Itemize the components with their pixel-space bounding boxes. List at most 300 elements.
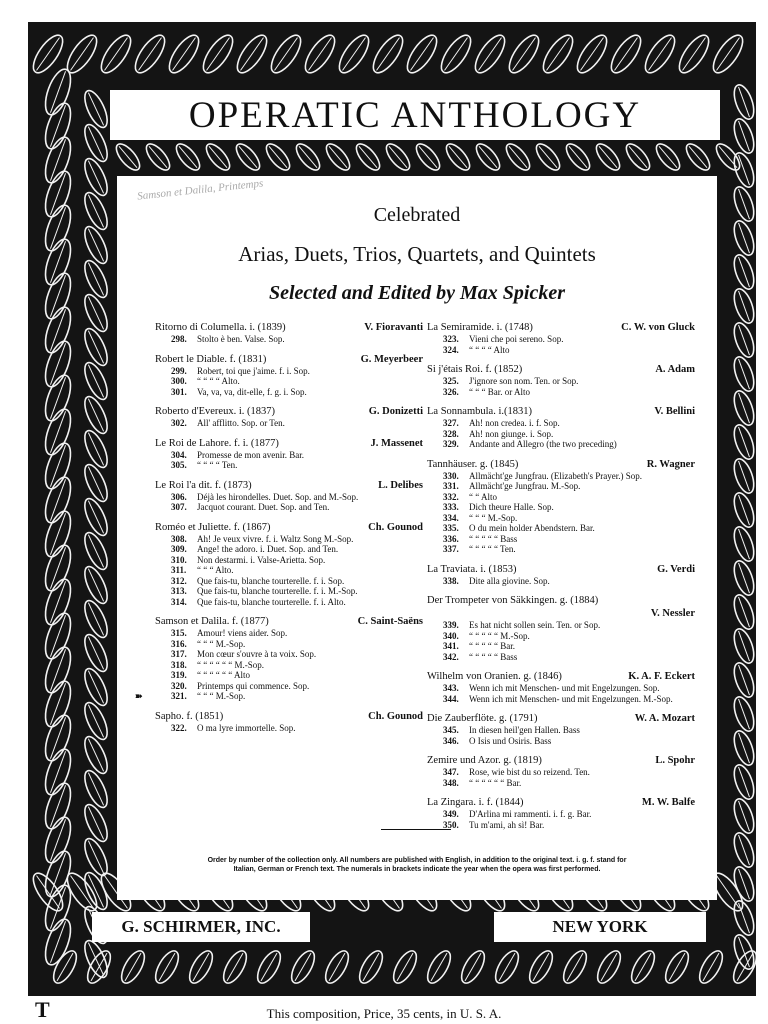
aria-title: Dich theure Halle. Sop. (469, 502, 554, 512)
aria-title: Allmächt'ge Jungfrau. (Elizabeth's Prayer.) Sop. (469, 470, 642, 481)
leaf-vein (88, 229, 103, 262)
price-line: This composition, Price, 35 cents, in U. S. A. (266, 1006, 502, 1021)
leaf-shape (730, 626, 756, 665)
aria-number: 329. (443, 439, 459, 449)
aria-item (427, 544, 695, 555)
pointer-arrow-icon: ➽ (135, 691, 143, 701)
leaf-vein (513, 38, 536, 71)
leaf-vein (88, 195, 103, 228)
leaf-shape (730, 320, 756, 359)
opera-heading (427, 594, 695, 607)
aria-number: 340. (443, 630, 459, 641)
aria-number: 343. (443, 683, 459, 693)
aria-number: 331. (443, 481, 459, 491)
aria-number: 304. (171, 449, 187, 460)
leaf-vein (88, 433, 103, 466)
aria-title: Wenn ich mit Menschen- und mit Engelzungen. Sop. (469, 683, 660, 693)
opera-entry (427, 712, 695, 746)
aria-number: 342. (443, 651, 459, 662)
opera-heading (155, 615, 423, 628)
leaf-vein (343, 38, 366, 71)
opera-heading (427, 563, 695, 576)
leaf-vein (88, 467, 103, 500)
leaf-vein (569, 146, 587, 167)
aria-number: 349. (443, 809, 459, 819)
aria-title: “ “ “ Alto. (197, 565, 234, 575)
aria-item (155, 366, 423, 377)
aria-item (155, 502, 423, 513)
composer-name: R. Wagner (646, 458, 695, 470)
leaf-shape (730, 184, 756, 223)
leaf-shape (730, 354, 756, 393)
leaf-vein (269, 146, 287, 167)
aria-title: “ “ “ “ “ “ Bar. (469, 777, 522, 788)
aria-number: 300. (171, 376, 187, 386)
opera-title: Der Trompeter von Säkkingen. g. (1884) (427, 595, 599, 606)
leaf-vein (445, 38, 468, 71)
leaf-vein (411, 38, 434, 71)
opera-entry (427, 796, 695, 830)
leaf-vein (88, 603, 103, 636)
aria-title: “ “ “ “ “ M.-Sop. (469, 630, 530, 641)
leaf-vein (465, 953, 481, 981)
aria-item (427, 334, 695, 345)
aria-item (427, 513, 695, 524)
aria-title: Wenn ich mit Menschen- und mit Engelzungen. M.-Sop. (469, 693, 673, 704)
aria-number: 306. (171, 491, 187, 502)
leaf-shape (730, 830, 756, 869)
aria-title: Rose, wie bist du so reizend. Ten. (469, 767, 590, 777)
aria-number: 332. (443, 491, 459, 502)
aria-title: D'Arlina mi rammenti. i. f. g. Bar. (469, 809, 592, 819)
aria-number: 318. (171, 659, 187, 670)
aria-number: 308. (171, 533, 187, 544)
leaf-shape (730, 116, 756, 155)
aria-item (427, 418, 695, 429)
aria-title: Amour! viens aider. Sop. (197, 628, 288, 638)
composer-name: M. W. Balfe (641, 797, 695, 808)
aria-number: 337. (443, 544, 459, 554)
leaf-vein (139, 38, 162, 71)
composer-name: G. Verdi (657, 563, 695, 575)
leaf-vein (88, 569, 103, 602)
aria-item (155, 460, 423, 471)
leaf-vein (88, 331, 103, 364)
opera-entry (427, 670, 695, 704)
opera-entry (427, 405, 695, 450)
opera-entry (427, 563, 695, 587)
opera-title: Samson et Dalila. f. (1877) (155, 616, 269, 627)
aria-title: Jacquot courant. Duet. Sop. and Ten. (197, 502, 330, 512)
opera-heading (155, 321, 423, 334)
aria-item (155, 544, 423, 555)
aria-number: 326. (443, 386, 459, 397)
leaf-shape (730, 252, 756, 291)
opera-title: La Zingara. i. f. (1844) (427, 797, 524, 808)
aria-item (427, 534, 695, 545)
leaf-vein (599, 146, 617, 167)
opera-heading (427, 405, 695, 418)
aria-number: 299. (171, 365, 187, 376)
leaf-shape (730, 796, 756, 835)
leaf-vein (193, 953, 209, 981)
aria-title: “ “ “ “ “ “ Alto (197, 670, 250, 680)
leaf-vein (567, 953, 583, 981)
leaf-vein (179, 146, 197, 167)
aria-number: 302. (171, 418, 187, 428)
aria-number: 314. (171, 596, 187, 607)
aria-title: O Isis und Osiris. Bass (469, 735, 552, 746)
opera-heading (427, 458, 695, 471)
leaf-shape (730, 558, 756, 597)
leaf-vein (329, 146, 347, 167)
leaf-shape (730, 456, 756, 495)
aria-item (155, 565, 423, 576)
aria-item (155, 418, 423, 429)
composer-name: K. A. F. Eckert (628, 671, 695, 682)
leaf-vein (88, 501, 103, 534)
opera-entry (155, 521, 423, 608)
leaf-vein (88, 671, 103, 704)
aria-number: 305. (171, 460, 187, 470)
leaf-vein (649, 38, 672, 71)
aria-item (427, 631, 695, 642)
leaf-vein (601, 953, 617, 981)
aria-item (427, 502, 695, 513)
leaf-vein (389, 146, 407, 167)
aria-number: 307. (171, 502, 187, 512)
aria-number: 341. (443, 641, 459, 651)
aria-item (155, 534, 423, 545)
aria-item (427, 725, 695, 736)
aria-item (427, 809, 695, 820)
aria-item (155, 586, 423, 597)
aria-number: 328. (443, 428, 459, 439)
aria-title: O ma lyre immortelle. Sop. (197, 722, 296, 733)
opera-entry (427, 363, 695, 397)
aria-number: 344. (443, 693, 459, 704)
subtitle-forms: Arias, Duets, Trios, Quartets, and Quintets (238, 242, 596, 266)
opera-title: Le Roi l'a dit. f. (1873) (155, 479, 252, 491)
aria-item (427, 387, 695, 398)
aria-title: “ “ “ “ “ Bass (469, 533, 518, 544)
leaf-vein (88, 773, 103, 806)
aria-number: 323. (443, 334, 459, 344)
leaf-vein (125, 953, 141, 981)
composer-name: Ch. Gounod (368, 521, 423, 533)
aria-number: 350. (443, 819, 459, 830)
aria-title: Que fais-tu, blanche tourterelle. f. i. M.-Sop. (197, 586, 358, 596)
composer-name: G. Donizetti (368, 406, 423, 417)
opera-heading (427, 796, 695, 809)
aria-item (427, 429, 695, 440)
leaf-shape (730, 592, 756, 631)
leaf-vein (88, 841, 103, 874)
leaf-vein (533, 953, 549, 981)
composer-name: V. Bellini (654, 406, 695, 417)
aria-item (155, 660, 423, 671)
opera-title: Tannhäuser. g. (1845) (427, 458, 519, 470)
leaf-vein (635, 953, 651, 981)
leaf-vein (431, 953, 447, 981)
leaf-shape (730, 660, 756, 699)
opera-title: La Semiramide. i. (1748) (427, 322, 533, 333)
aria-number: 321. (171, 691, 187, 701)
aria-item (155, 681, 423, 692)
opera-title: Zemire und Azor. g. (1819) (427, 755, 542, 766)
composer-name: Ch. Gounod (368, 710, 423, 722)
opera-heading (427, 670, 695, 683)
leaf-vein (683, 38, 706, 71)
aria-title: Dite alla giovine. Sop. (469, 575, 550, 586)
aria-number: 310. (171, 554, 187, 565)
aria-title: Que fais-tu, blanche tourterelle. f. i. Sop. (197, 575, 345, 586)
leaf-vein (539, 146, 557, 167)
aria-item (135, 691, 423, 702)
leaf-vein (241, 38, 264, 71)
opera-title: La Sonnambula. i.(1831) (427, 406, 532, 417)
footnote-line-2: Italian, German or French text. The numerals in brackets indicate the year when the opera was first performed. (233, 866, 601, 873)
leaf-vein (119, 146, 137, 167)
footnote-line-1: Order by number of the collection only. All numbers are published with English, in addition to the original text. i. g. f. stand for (207, 857, 627, 864)
aria-item (155, 670, 423, 681)
opera-entry (155, 437, 423, 471)
aria-title: Ah! non giunge. i. Sop. (469, 428, 554, 439)
aria-number: 346. (443, 735, 459, 746)
leaf-vein (88, 297, 103, 330)
aria-title: Allmächt'ge Jungfrau. M.-Sop. (469, 481, 581, 491)
content-panel (117, 176, 717, 900)
aria-number: 345. (443, 725, 459, 735)
aria-item (155, 576, 423, 587)
aria-number: 335. (443, 523, 459, 533)
opera-entry (135, 615, 423, 702)
city-label: NEW YORK (494, 912, 706, 942)
aria-number: 322. (171, 722, 187, 733)
leaf-shape (730, 218, 756, 257)
aria-title: Tu m'ami, ah sì! Bar. (469, 819, 545, 830)
composer-name: V. Fioravanti (364, 322, 423, 333)
leaf-vein (689, 146, 707, 167)
leaf-vein (299, 146, 317, 167)
aria-item (155, 376, 423, 387)
leaf-vein (88, 807, 103, 840)
leaf-vein (207, 38, 230, 71)
opera-entry (427, 594, 695, 662)
leaf-vein (363, 953, 379, 981)
leaf-vein (57, 953, 73, 981)
composer-name: J. Massenet (370, 437, 423, 449)
opera-title: La Traviata. i. (1853) (427, 563, 517, 575)
opera-heading (427, 712, 695, 725)
leaf-vein (71, 876, 94, 909)
leaf-vein (377, 38, 400, 71)
composer-name: W. A. Mozart (634, 713, 695, 724)
leaf-vein (88, 637, 103, 670)
aria-title: J'ignore son nom. Ten. or Sop. (469, 376, 579, 386)
aria-number: 339. (443, 620, 459, 630)
aria-item (427, 345, 695, 356)
opera-title: Ritorno di Columella. i. (1839) (155, 322, 286, 333)
opera-entry (155, 321, 423, 345)
aria-item (427, 820, 695, 831)
leaf-vein (703, 953, 719, 981)
aria-item (427, 376, 695, 387)
opera-heading (427, 363, 695, 376)
aria-item (427, 492, 695, 503)
leaf-vein (479, 38, 502, 71)
publisher-label: G. SCHIRMER, INC. (92, 912, 310, 942)
aria-number: 320. (171, 680, 187, 691)
leaf-vein (419, 146, 437, 167)
leaf-vein (275, 38, 298, 71)
title-band (110, 90, 720, 140)
aria-item (155, 555, 423, 566)
leaf-vein (449, 146, 467, 167)
aria-title: “ “ “ “ “ “ M.-Sop. (197, 659, 264, 670)
aria-item (427, 620, 695, 631)
composer-name: V. Nessler (650, 608, 695, 619)
aria-title: Non destarmi. i. Valse-Arietta. Sop. (197, 554, 326, 565)
leaf-vein (88, 263, 103, 296)
opera-entry (155, 479, 423, 513)
aria-item (427, 439, 695, 450)
page-title: OPERATIC ANTHOLOGY (188, 94, 642, 136)
leaf-vein (88, 399, 103, 432)
subtitle-editor: Selected and Edited by Max Spicker (268, 282, 566, 304)
aria-title: Stolto è ben. Valse. Sop. (197, 334, 285, 344)
aria-title: Promesse de mon avenir. Bar. (197, 449, 304, 460)
opera-heading (155, 710, 423, 723)
aria-title: Ange! the adoro. i. Duet. Sop. and Ten. (197, 544, 339, 554)
leaf-vein (88, 365, 103, 398)
aria-number: 338. (443, 575, 459, 586)
leaf-vein (239, 146, 257, 167)
leaf-shape (730, 388, 756, 427)
aria-number: 312. (171, 575, 187, 586)
aria-title: “ “ “ “ Ten. (197, 460, 238, 470)
aria-item (427, 523, 695, 534)
leaf-vein (71, 38, 94, 71)
aria-title: All' afflitto. Sop. or Ten. (197, 418, 285, 428)
aria-title: Robert, toi que j'aime. f. i. Sop. (197, 365, 310, 376)
aria-number: 316. (171, 638, 187, 649)
opera-title: Roméo et Juliette. f. (1867) (155, 521, 271, 533)
aria-title: Ah! Je veux vivre. f. i. Waltz Song M.-Sop. (197, 533, 354, 544)
aria-item (427, 778, 695, 789)
opera-heading (155, 405, 423, 418)
opera-title: Si j'étais Roi. f. (1852) (427, 364, 523, 375)
aria-item (155, 723, 423, 734)
leaf-vein (173, 38, 196, 71)
opera-title: Die Zauberflöte. g. (1791) (427, 713, 538, 724)
aria-number: 319. (171, 670, 187, 680)
aria-title: “ “ “ Bar. or Alto (469, 386, 530, 397)
leaf-shape (730, 422, 756, 461)
aria-title: “ “ “ “ “ Ten. (469, 544, 516, 554)
aria-item (155, 649, 423, 660)
leaf-vein (509, 146, 527, 167)
leaf-vein (669, 953, 685, 981)
aria-item (155, 334, 423, 345)
opera-heading (155, 521, 423, 534)
aria-number: 348. (443, 777, 459, 788)
aria-item (427, 641, 695, 652)
leaf-vein (88, 705, 103, 738)
aria-title: Es hat nicht sollen sein. Ten. or Sop. (469, 620, 601, 630)
aria-item (427, 694, 695, 705)
leaf-vein (227, 953, 243, 981)
aria-number: 327. (443, 418, 459, 428)
aria-item (155, 597, 423, 608)
leaf-vein (88, 739, 103, 772)
opera-heading (427, 321, 695, 334)
opera-entry (427, 458, 695, 555)
composer-name: G. Meyerbeer (360, 353, 423, 365)
leaf-vein (37, 38, 60, 71)
aria-title: “ “ “ M.-Sop. (469, 512, 518, 523)
composer-line (427, 607, 695, 620)
aria-item (427, 576, 695, 587)
footnote (147, 856, 687, 874)
leaf-vein (88, 943, 103, 976)
leaf-shape (730, 286, 756, 325)
aria-title: Printemps qui commence. Sop. (197, 680, 310, 691)
leaf-vein (88, 161, 103, 194)
aria-item (427, 683, 695, 694)
aria-item (155, 492, 423, 503)
opera-title: Sapho. f. (1851) (155, 710, 224, 722)
aria-title: “ “ “ “ “ Bar. (469, 641, 515, 651)
aria-title: “ “ “ “ Alto (469, 344, 510, 355)
leaf-vein (295, 953, 311, 981)
composer-name: L. Spohr (655, 755, 695, 766)
aria-item (155, 628, 423, 639)
opera-heading (155, 437, 423, 450)
composer-name: A. Adam (655, 364, 695, 375)
leaf-vein (615, 38, 638, 71)
leaf-vein (659, 146, 677, 167)
aria-number: 324. (443, 344, 459, 355)
opera-entry (427, 754, 695, 788)
aria-title: Déjà les hirondelles. Duet. Sop. and M.-Sop. (197, 491, 359, 502)
leaf-vein (261, 953, 277, 981)
opera-entry (155, 353, 423, 398)
opera-title: Robert le Diable. f. (1831) (155, 353, 267, 365)
aria-number: 315. (171, 628, 187, 638)
opera-heading (155, 479, 423, 492)
leaf-vein (209, 146, 227, 167)
aria-title: In diesen heil'gen Hallen. Bass (469, 725, 580, 735)
aria-item (427, 736, 695, 747)
composer-name: C. Saint-Saëns (357, 616, 423, 627)
aria-number: 309. (171, 544, 187, 554)
subtitle-celebrated: Celebrated (373, 204, 461, 226)
leaf-vein (359, 146, 377, 167)
aria-item (427, 767, 695, 778)
leaf-vein (309, 38, 332, 71)
aria-title: “ “ “ M.-Sop. (197, 638, 246, 649)
leaf-vein (629, 146, 647, 167)
contents-column-left (135, 321, 423, 733)
opera-entry (427, 321, 695, 355)
leaf-vein (88, 127, 103, 160)
leaf-vein (717, 38, 740, 71)
aria-title: “ “ “ “ Alto. (197, 376, 240, 386)
opera-heading (155, 353, 423, 366)
opera-heading (427, 754, 695, 767)
contents-column-right (427, 321, 695, 830)
